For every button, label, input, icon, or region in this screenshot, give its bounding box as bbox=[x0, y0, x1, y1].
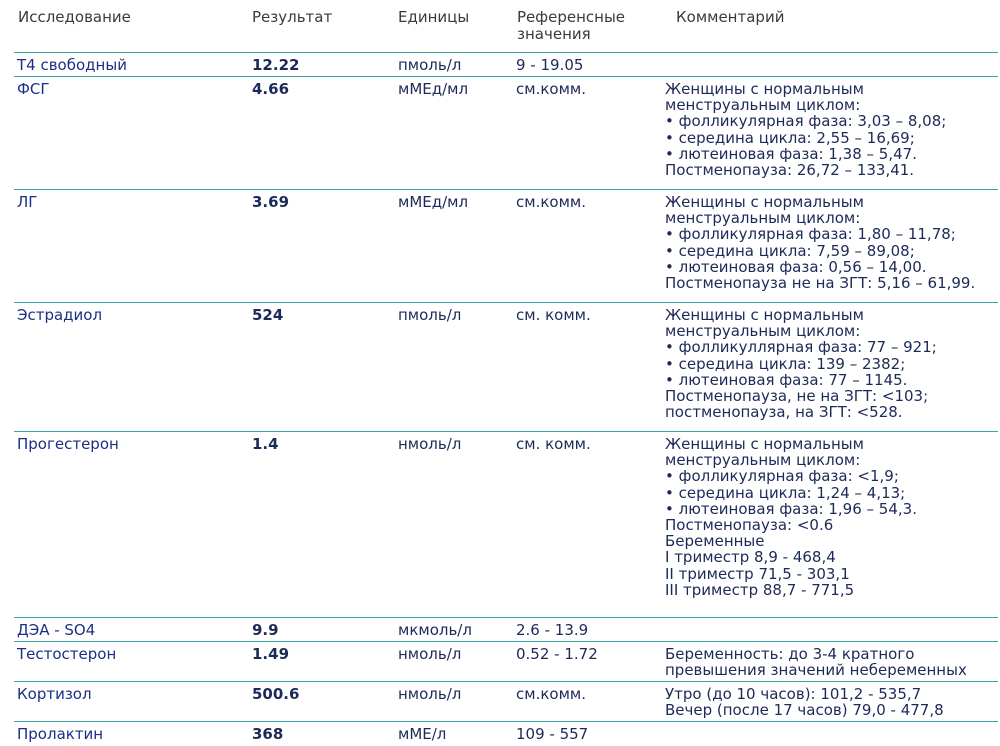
test-name: ЛГ bbox=[17, 193, 38, 211]
comment-line: I триместр 8,9 - 468,4 bbox=[665, 548, 836, 567]
comment-line: менструальным циклом: bbox=[665, 96, 861, 115]
units-value: нмоль/л bbox=[398, 685, 462, 703]
comment-line: II триместр 71,5 - 303,1 bbox=[665, 564, 850, 583]
reference-value: см.комм. bbox=[516, 193, 586, 211]
test-name: Кортизол bbox=[17, 685, 92, 703]
comment-line: • лютеиновая фаза: 1,38 – 5,47. bbox=[665, 144, 917, 163]
table-row bbox=[14, 721, 998, 743]
comment-line: Беременность: до 3-4 кратного bbox=[665, 645, 915, 663]
units-value: пмоль/л bbox=[398, 306, 462, 324]
comment-line: Постменопауза не на ЗГТ: 5,16 – 61,99. bbox=[665, 274, 976, 293]
result-value: 500.6 bbox=[252, 685, 300, 703]
result-value: 9.9 bbox=[252, 621, 279, 639]
test-name: Эстрадиол bbox=[17, 306, 103, 324]
comment bbox=[665, 436, 917, 598]
reference-value: 109 - 557 bbox=[516, 725, 589, 743]
comment-line: III триместр 88,7 - 771,5 bbox=[665, 580, 855, 599]
header-comment: Комментарий bbox=[676, 8, 785, 26]
comment-line: Женщины с нормальным bbox=[665, 435, 864, 453]
header-units: Единицы bbox=[398, 8, 470, 26]
result-value: 1.4 bbox=[252, 435, 279, 453]
comment bbox=[665, 81, 946, 178]
comment-line: Вечер (после 17 часов) 79,0 - 477,8 bbox=[665, 701, 944, 720]
result-value: 4.66 bbox=[252, 80, 290, 98]
reference-value: см. комм. bbox=[516, 306, 591, 324]
result-value: 1.49 bbox=[252, 645, 290, 663]
units-value: нмоль/л bbox=[398, 435, 462, 453]
reference-value: 0.52 - 1.72 bbox=[516, 645, 598, 663]
test-name: Т4 свободный bbox=[17, 56, 127, 74]
table-row bbox=[14, 431, 998, 599]
comment bbox=[665, 686, 944, 718]
table-row bbox=[14, 617, 998, 639]
table-row bbox=[14, 52, 998, 74]
comment-line: Постменопауза: 26,72 – 133,41. bbox=[665, 161, 915, 180]
units-value: мкмоль/л bbox=[398, 621, 472, 639]
comment-line: • середина цикла: 7,59 – 89,08; bbox=[665, 241, 915, 260]
test-name: ДЭА - SO4 bbox=[17, 621, 96, 639]
table-row bbox=[14, 189, 998, 293]
comment-line: • фолликулярная фаза: 3,03 – 8,08; bbox=[665, 112, 947, 131]
test-name: Прогестерон bbox=[17, 435, 119, 453]
comment-line: Женщины с нормальным bbox=[665, 80, 864, 98]
result-value: 368 bbox=[252, 725, 284, 743]
comment-line: менструальным циклом: bbox=[665, 451, 861, 470]
units-value: мМЕ/л bbox=[398, 725, 447, 743]
comment bbox=[665, 646, 967, 678]
comment-line: менструальным циклом: bbox=[665, 209, 861, 228]
header-reference bbox=[517, 9, 625, 43]
table-row bbox=[14, 76, 998, 180]
comment-line: • фолликуллярная фаза: 77 – 921; bbox=[665, 338, 937, 357]
comment-line: • лютеиновая фаза: 1,96 – 54,3. bbox=[665, 499, 917, 518]
comment bbox=[665, 307, 937, 420]
comment-line: • лютеиновая фаза: 0,56 – 14,00. bbox=[665, 257, 927, 276]
table-row bbox=[14, 681, 998, 720]
reference-value: см.комм. bbox=[516, 80, 586, 98]
result-value: 12.22 bbox=[252, 56, 300, 74]
reference-value: см. комм. bbox=[516, 435, 591, 453]
table-header bbox=[0, 0, 1000, 46]
test-name: Пролактин bbox=[17, 725, 104, 743]
comment-line: постменопауза, на ЗГТ: <528. bbox=[665, 403, 903, 422]
header-reference-line: Референсные bbox=[517, 8, 626, 26]
header-result: Результат bbox=[252, 8, 333, 26]
header-reference-line: значения bbox=[517, 25, 591, 43]
comment-line: превышения значений небеременных bbox=[665, 661, 967, 680]
test-name: ФСГ bbox=[17, 80, 50, 98]
units-value: пмоль/л bbox=[398, 56, 462, 74]
header-study: Исследование bbox=[18, 8, 131, 26]
comment-line: Женщины с нормальным bbox=[665, 306, 864, 324]
units-value: мМЕд/мл bbox=[398, 80, 469, 98]
comment-line: • фолликулярная фаза: <1,9; bbox=[665, 467, 899, 486]
test-name: Тестостерон bbox=[17, 645, 117, 663]
comment-line: Утро (до 10 часов): 101,2 - 535,7 bbox=[665, 685, 922, 703]
comment-line: Постменопауза, не на ЗГТ: <103; bbox=[665, 387, 929, 406]
table-row bbox=[14, 302, 998, 422]
result-value: 524 bbox=[252, 306, 284, 324]
comment-line: Женщины с нормальным bbox=[665, 193, 864, 211]
reference-value: 2.6 - 13.9 bbox=[516, 621, 589, 639]
table-row bbox=[14, 641, 998, 680]
units-value: мМЕд/мл bbox=[398, 193, 469, 211]
comment-line: • середина цикла: 1,24 – 4,13; bbox=[665, 483, 906, 502]
comment-line: • середина цикла: 2,55 – 16,69; bbox=[665, 128, 915, 147]
comment-line: • середина цикла: 139 – 2382; bbox=[665, 354, 906, 373]
comment-line: Беременные bbox=[665, 532, 765, 551]
comment-line: Постменопауза: <0.6 bbox=[665, 516, 834, 535]
reference-value: см.комм. bbox=[516, 685, 586, 703]
comment-line: • фолликулярная фаза: 1,80 – 11,78; bbox=[665, 225, 956, 244]
reference-value: 9 - 19.05 bbox=[516, 56, 584, 74]
comment-line: • лютеиновая фаза: 77 – 1145. bbox=[665, 370, 908, 389]
comment-line: менструальным циклом: bbox=[665, 322, 861, 341]
comment bbox=[665, 194, 975, 291]
units-value: нмоль/л bbox=[398, 645, 462, 663]
result-value: 3.69 bbox=[252, 193, 290, 211]
